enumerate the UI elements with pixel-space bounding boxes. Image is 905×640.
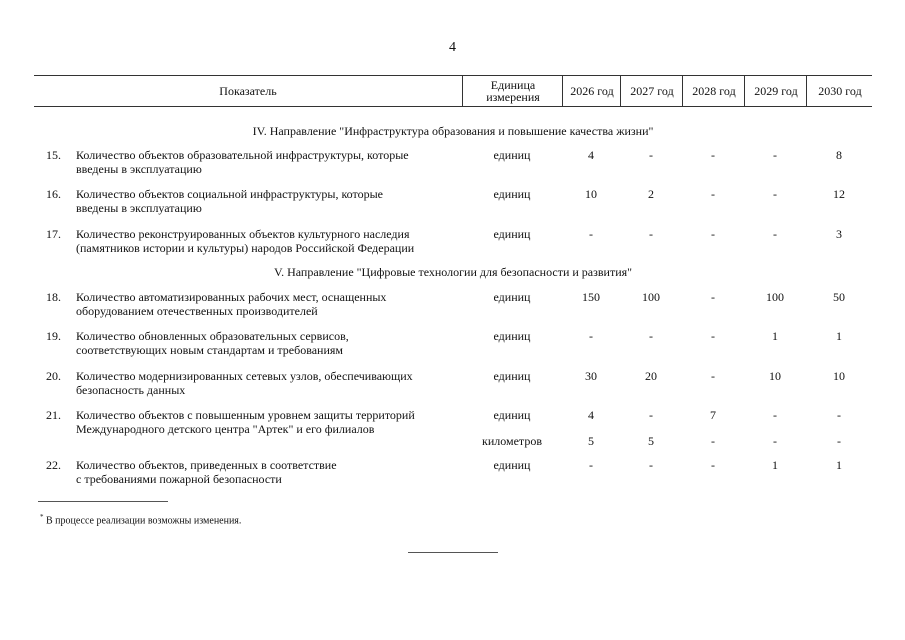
row-value-2026: 4 [588, 148, 594, 162]
row-value-2030: - [837, 434, 841, 448]
row-number: 22. [46, 458, 61, 472]
header-unit-line1: Единица [490, 77, 536, 92]
table-header-rule [34, 106, 872, 107]
row-indicator [76, 329, 456, 357]
row-value-2030: 10 [833, 369, 845, 383]
row-indicator-line: Количество объектов социальной инфраструктуры, которые [76, 187, 384, 201]
header-indicator: Показатель [219, 83, 277, 98]
header-year-2027: 2027 год [620, 75, 683, 106]
row-indicator-line: безопасность данных [76, 383, 186, 397]
row-value-2027: 100 [642, 290, 660, 304]
header-year-2030: 2030 год [806, 75, 873, 106]
row-value-2027: - [649, 458, 653, 472]
row-value-2026: - [589, 227, 593, 241]
row-value-2026: 10 [585, 187, 597, 201]
row-number: 21. [46, 408, 61, 422]
footnote-separator [38, 501, 168, 502]
row-value-2026: - [589, 458, 593, 472]
row-indicator [76, 148, 456, 176]
row-value-2028: - [711, 227, 715, 241]
row-indicator-line: соответствующих новым стандартам и требованиям [76, 343, 344, 357]
row-indicator-line: Количество объектов, приведенных в соответствие [76, 458, 337, 472]
row-indicator [76, 227, 456, 255]
row-value-2027: - [649, 148, 653, 162]
row-indicator-line: Количество объектов с повышенным уровнем защиты территорий [76, 408, 415, 422]
row-indicator-line: Количество реконструированных объектов культурного наследия [76, 227, 410, 241]
row-unit: единиц [493, 458, 531, 472]
row-value-2027: 20 [645, 369, 657, 383]
row-value-2030: 12 [833, 187, 845, 201]
header-year-2029: 2029 год [744, 75, 807, 106]
row-value-2026: - [589, 329, 593, 343]
row-unit: единиц [493, 290, 531, 304]
row-value-2029: 10 [769, 369, 781, 383]
row-indicator [76, 369, 456, 397]
row-value-2029: - [773, 148, 777, 162]
page-end-rule [408, 552, 498, 553]
row-value-2027: 2 [648, 187, 654, 201]
row-indicator [76, 408, 456, 436]
row-value-2026: 30 [585, 369, 597, 383]
row-unit: километров [482, 434, 542, 448]
section-title: V. Направление "Цифровые технологии для безопасности и развития" [273, 265, 633, 279]
row-value-2029: - [773, 187, 777, 201]
row-value-2029: 100 [766, 290, 784, 304]
footnote [40, 513, 241, 526]
row-value-2026: 4 [588, 408, 594, 422]
footnote-text: В процессе реализации возможны изменения. [43, 515, 242, 527]
row-number: 19. [46, 329, 61, 343]
row-unit: единиц [493, 148, 531, 162]
row-indicator-line: Количество модернизированных сетевых узлов, обеспечивающих [76, 369, 413, 383]
row-value-2028: - [711, 148, 715, 162]
row-value-2028: - [711, 369, 715, 383]
footnote-mark: * [40, 513, 44, 521]
row-unit: единиц [493, 329, 531, 343]
row-indicator-line: введены в эксплуатацию [76, 201, 202, 215]
section-title: IV. Направление "Инфраструктура образования и повышение качества жизни" [252, 124, 654, 138]
row-indicator [76, 290, 456, 318]
row-number: 20. [46, 369, 61, 383]
row-value-2028: - [711, 434, 715, 448]
row-value-2030: 8 [836, 148, 842, 162]
row-value-2028: - [711, 290, 715, 304]
row-value-2027: 5 [648, 434, 654, 448]
row-unit: единиц [493, 227, 531, 241]
row-indicator-line: Количество объектов образовательной инфраструктуры, которые [76, 148, 409, 162]
row-value-2030: - [837, 408, 841, 422]
row-value-2028: - [711, 187, 715, 201]
row-indicator-line: с требованиями пожарной безопасности [76, 472, 282, 486]
row-value-2030: 1 [836, 329, 842, 343]
row-value-2028: 7 [710, 408, 716, 422]
header-unit-line2: измерения [486, 89, 540, 104]
row-indicator-line: Количество обновленных образовательных сервисов, [76, 329, 349, 343]
row-number: 15. [46, 148, 61, 162]
row-value-2030: 3 [836, 227, 842, 241]
row-indicator [76, 187, 456, 215]
row-value-2026: 150 [582, 290, 600, 304]
row-indicator-line: Количество автоматизированных рабочих мест, оснащенных [76, 290, 387, 304]
row-value-2029: - [773, 434, 777, 448]
row-value-2027: - [649, 329, 653, 343]
page-number: 4 [449, 40, 456, 55]
header-year-2026: 2026 год [562, 75, 621, 106]
row-indicator [76, 458, 456, 486]
row-value-2029: - [773, 227, 777, 241]
row-unit: единиц [493, 408, 531, 422]
row-value-2029: - [773, 408, 777, 422]
header-unit [462, 75, 563, 106]
row-number: 17. [46, 227, 61, 241]
row-value-2029: 1 [772, 329, 778, 343]
row-value-2028: - [711, 458, 715, 472]
row-value-2027: - [649, 408, 653, 422]
row-indicator-line: введены в эксплуатацию [76, 162, 202, 176]
row-value-2030: 1 [836, 458, 842, 472]
row-indicator-line: (памятников истории и культуры) народов Российской Федерации [76, 241, 415, 255]
row-unit: единиц [493, 369, 531, 383]
row-number: 16. [46, 187, 61, 201]
header-year-2028: 2028 год [682, 75, 745, 106]
row-indicator-line: оборудованием отечественных производителей [76, 304, 318, 318]
row-indicator-line: Международного детского центра "Артек" и его филиалов [76, 422, 375, 436]
row-number: 18. [46, 290, 61, 304]
row-unit: единиц [493, 187, 531, 201]
row-value-2028: - [711, 329, 715, 343]
row-value-2026: 5 [588, 434, 594, 448]
row-value-2030: 50 [833, 290, 845, 304]
row-value-2029: 1 [772, 458, 778, 472]
row-value-2027: - [649, 227, 653, 241]
